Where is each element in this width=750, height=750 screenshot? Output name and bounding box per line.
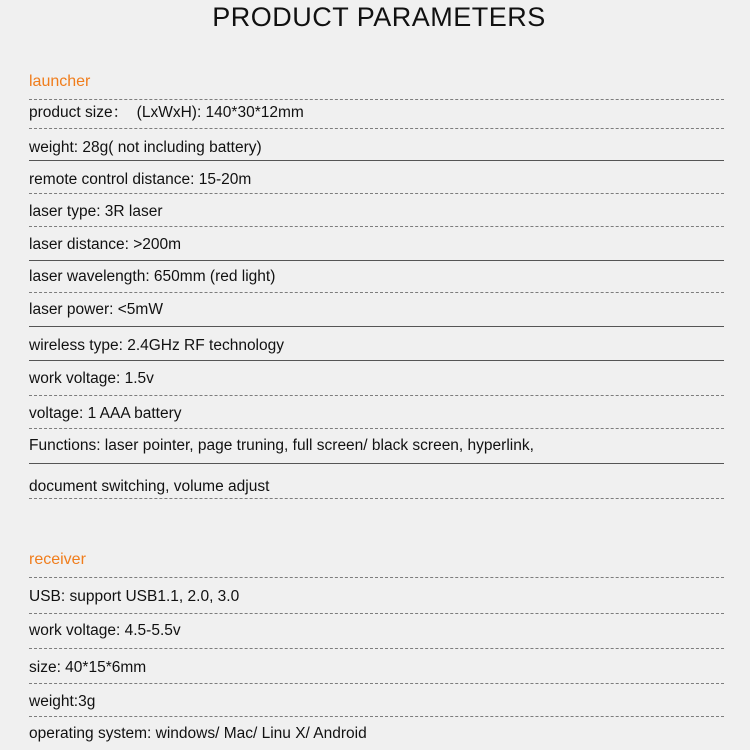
spec-row-receiver-work-voltage [29,622,724,640]
spec-row-work-voltage [29,370,724,388]
divider [29,326,724,327]
spec-text: laser wavelength: 650mm (red light) [29,268,276,285]
divider [29,292,724,293]
divider [29,613,724,614]
spec-row-product-size [29,104,724,122]
spec-text: remote control distance: 15-20m [29,171,252,188]
divider [29,683,724,684]
divider [29,648,724,649]
spec-row-functions [29,437,724,455]
spec-text: size: 40*15*6mm [29,659,147,676]
divider [29,577,724,578]
spec-row-wireless-type [29,337,724,355]
divider [29,160,724,161]
spec-row-laser-distance [29,236,724,254]
spec-text: laser type: 3R laser [29,203,163,220]
spec-text: laser distance: >200m [29,236,182,253]
divider [29,193,724,194]
spec-text: operating system: windows/ Mac/ Linu X/ Android [29,725,367,742]
divider [29,716,724,717]
page-title: PRODUCT PARAMETERS [212,2,546,32]
divider [29,260,724,261]
spec-row-functions-continued [29,478,724,496]
spec-text: work voltage: 1.5v [29,370,154,387]
spec-row-weight [29,139,724,157]
spec-text: work voltage: 4.5-5.5v [29,622,181,639]
spec-text: USB: support USB1.1, 2.0, 3.0 [29,588,240,605]
spec-row-laser-wavelength [29,268,724,286]
spec-row-usb [29,588,724,606]
spec-row-voltage [29,405,724,423]
spec-text: document switching, volume adjust [29,478,270,495]
divider [29,428,724,429]
spec-row-laser-type [29,203,724,221]
spec-text: weight: 28g( not including battery) [29,139,262,156]
spec-row-receiver-size [29,659,724,677]
spec-row-operating-system [29,725,724,743]
divider [29,99,724,100]
spec-text: weight:3g [29,693,96,710]
section-heading-receiver: receiver [29,551,86,568]
spec-text: Functions: laser pointer, page truning, full screen/ black screen, hyperlink, [29,437,534,454]
spec-text: wireless type: 2.4GHz RF technology [29,337,284,354]
divider [29,498,724,499]
divider [29,128,724,129]
spec-text: product size： (LxWxH): 140*30*12mm [29,104,304,121]
divider [29,395,724,396]
divider [29,463,724,464]
spec-row-laser-power [29,301,724,319]
spec-text: laser power: <5mW [29,301,163,318]
spec-row-receiver-weight [29,693,724,711]
divider [29,226,724,227]
section-heading-launcher: launcher [29,73,91,90]
spec-row-remote-distance [29,171,724,189]
spec-text: voltage: 1 AAA battery [29,405,182,422]
divider [29,360,724,361]
